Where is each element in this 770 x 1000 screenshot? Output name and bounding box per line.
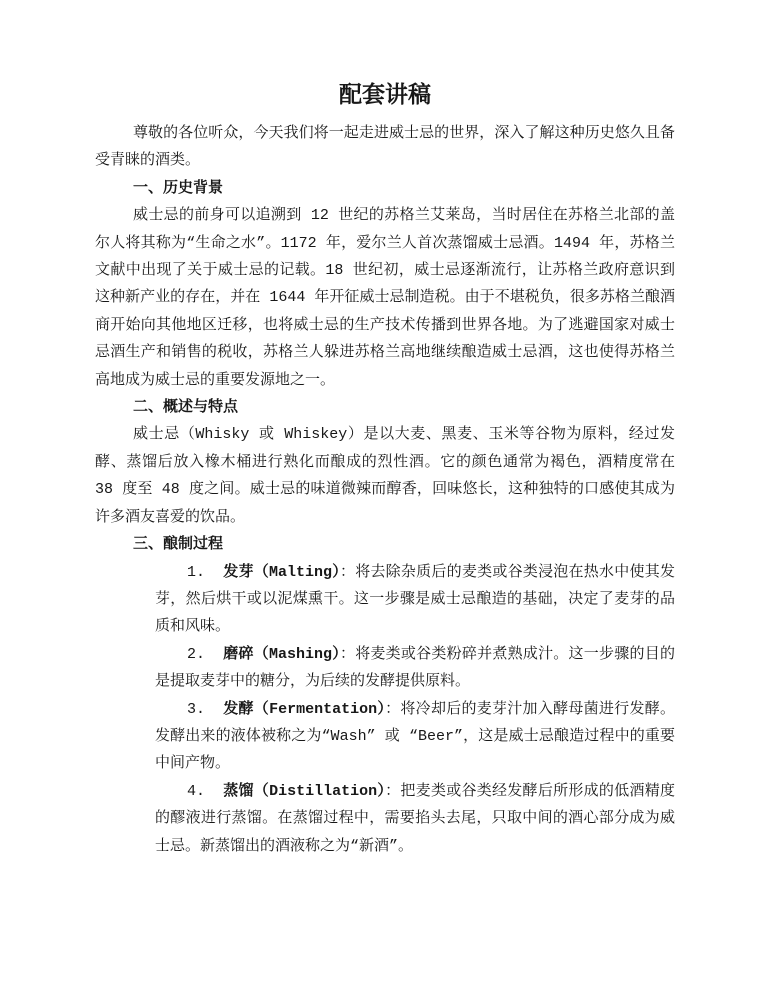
step-number: 3. <box>187 700 206 718</box>
step-term: 发芽（Malting） <box>223 563 340 581</box>
step-text: ：将冷却后的麦芽汁加入酵母菌进行发酵。发酵出来的液体被称之为“Wash” 或 “Beer”，这是威士忌酿造过程中的重要中间产物。 <box>155 700 675 773</box>
step-term: 磨碎（Mashing） <box>223 645 340 663</box>
section-heading: 三、酿制过程 <box>133 536 224 554</box>
step-term: 发酵（Fermentation） <box>223 700 386 718</box>
step-term: 蒸馏（Distillation） <box>223 782 386 800</box>
step-number: 4. <box>187 782 206 800</box>
step-number: 1. <box>187 563 206 581</box>
page-title: 配套讲稿 <box>339 82 431 107</box>
process-step <box>155 641 675 696</box>
step-number: 2. <box>187 645 206 663</box>
process-step <box>155 778 675 860</box>
section-heading: 一、历史背景 <box>133 179 224 197</box>
process-step <box>155 696 675 778</box>
sections-container <box>95 175 675 860</box>
body-paragraph: 威士忌的前身可以追溯到 12 世纪的苏格兰艾莱岛，当时居住在苏格兰北部的盖尔人将其称为“生命之水”。1172 年，爱尔兰人首次蒸馏威士忌酒。1494 年，苏格兰文献中出现了关于威士忌的记载。18 世纪初，威士忌逐渐流行，让苏格兰政府意识到这种新产业的存在，并在 1644 年开征威士忌制造税。由于不堪税负，很多苏格兰酿酒商开始向其他地区迁移，也将威士忌的生产技术传播到世界各地。为了逃避国家对威士忌酒生产和销售的税收，苏格兰人躲进苏格兰高地继续酿造威士忌酒，这也使得苏格兰高地成为威士忌的重要发源地之一。 <box>95 207 675 389</box>
step-text: ：把麦类或谷类经发酵后所形成的低酒精度的醪液进行蒸馏。在蒸馏过程中，需要掐头去尾，只取中间的酒心部分成为威士忌。新蒸馏出的酒液称之为“新酒”。 <box>155 782 675 855</box>
process-step <box>155 559 675 641</box>
section-heading: 二、概述与特点 <box>133 399 239 417</box>
step-text: ：将麦类或谷类粉碎并煮熟成汁。这一步骤的目的是提取麦芽中的糖分，为后续的发酵提供原料。 <box>155 645 675 691</box>
body-paragraph: 威士忌（Whisky 或 Whiskey）是以大麦、黑麦、玉米等谷物为原料，经过发酵、蒸馏后放入橡木桶进行熟化而酿成的烈性酒。它的颜色通常为褐色，酒精度常在 38 度至 48 度之间。威士忌的味道微辣而醇香，回味悠长，这种独特的口感使其成为许多酒友喜爱的饮品。 <box>95 426 675 526</box>
step-text: ：将去除杂质后的麦类或谷类浸泡在热水中使其发芽，然后烘干或以泥煤熏干。这一步骤是威士忌酿造的基础，决定了麦芽的品质和风味。 <box>155 563 675 636</box>
intro-paragraph: 尊敬的各位听众，今天我们将一起走进威士忌的世界，深入了解这种历史悠久且备受青睐的酒类。 <box>95 125 675 170</box>
